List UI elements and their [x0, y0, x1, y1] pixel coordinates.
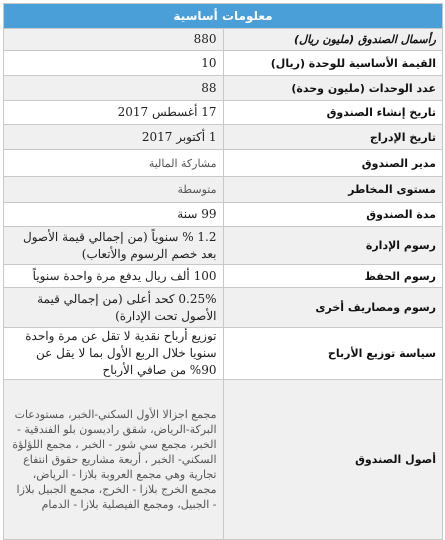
table-row: [4, 288, 443, 328]
row-label: أصول الصندوق: [223, 380, 443, 540]
row-label: رسوم الحفظ: [223, 265, 443, 288]
row-value: مشاركة المالية: [4, 150, 224, 177]
row-label: رسوم ومصاريف أخرى: [223, 288, 443, 328]
row-value: 17 أغسطس 2017: [4, 101, 224, 125]
basic-info-table: [3, 3, 443, 540]
table-row: [4, 76, 443, 101]
table-row: [4, 125, 443, 150]
row-label: تاريخ إنشاء الصندوق: [223, 101, 443, 125]
table-title: معلومات أساسية: [4, 4, 443, 29]
row-value: مجمع اجزالا الأول السكني-الخبر، مستودعات البركة-الرياض، شقق راديسون بلو الفندقية - الخبر، مجمع سي شور - الخبر ، مجمع اللؤلؤة السكني- الخبر ، أربعة مشاريع حقوق انتفاع تجارية وهي مجمع العروبة بلازا - الرياض، مجمع الخرج بلازا - الخرج، مجمع الجبيل بلازا - الجبيل، ومجمع الفيصلية بلازا - الدمام: [4, 380, 224, 540]
table-row: [4, 265, 443, 288]
row-label: سياسة توزيع الأرباح: [223, 328, 443, 380]
row-value: توزيع أرباح نقدية لا تقل عن مرة واحدة سنويا خلال الربع الأول بما لا يقل عن 90% من صافي الأرباح: [4, 328, 224, 380]
table-row: [4, 227, 443, 265]
table-row: [4, 203, 443, 227]
table-row: [4, 29, 443, 51]
row-value: 10: [4, 51, 224, 76]
table-header-row: [4, 4, 443, 29]
row-value: 99 سنة: [4, 203, 224, 227]
table-row: [4, 380, 443, 540]
row-label: تاريخ الإدراج: [223, 125, 443, 150]
table-row: [4, 51, 443, 76]
row-value: 880: [4, 29, 224, 51]
table-row: [4, 177, 443, 203]
row-label: القيمة الأساسية للوحدة (ريال): [223, 51, 443, 76]
row-value: 0.25% كحد أعلى (من إجمالي قيمة الأصول تحت الإدارة): [4, 288, 224, 328]
row-label: مستوى المخاطر: [223, 177, 443, 203]
row-label: رسوم الإدارة: [223, 227, 443, 265]
table-row: [4, 150, 443, 177]
row-label: عدد الوحدات (مليون وحدة): [223, 76, 443, 101]
row-label: مدير الصندوق: [223, 150, 443, 177]
row-value: 1 أكتوبر 2017: [4, 125, 224, 150]
row-value: 1.2 % سنوياً (من إجمالي قيمة الأصول بعد خصم الرسوم والأتعاب): [4, 227, 224, 265]
table-row: [4, 101, 443, 125]
table-row: [4, 328, 443, 380]
row-value: 100 ألف ريال يدفع مرة واحدة سنوياً: [4, 265, 224, 288]
row-label: مدة الصندوق: [223, 203, 443, 227]
row-value: 88: [4, 76, 224, 101]
row-value: متوسطة: [4, 177, 224, 203]
row-label: رأسمال الصندوق (مليون ريال): [223, 29, 443, 51]
